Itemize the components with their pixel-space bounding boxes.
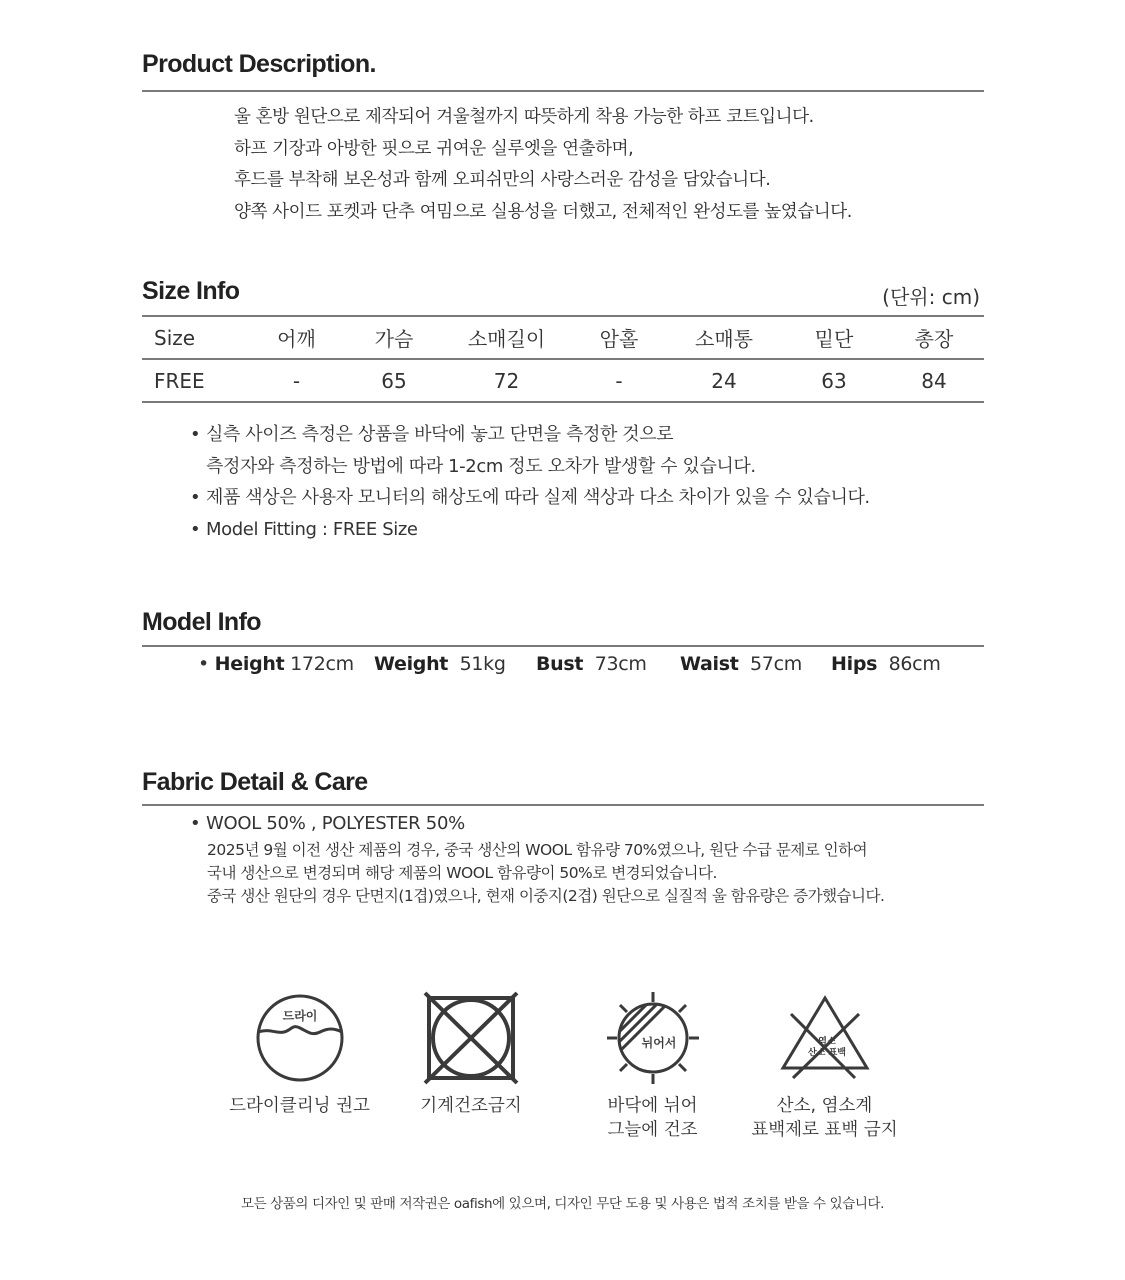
header-cell: 밑단 xyxy=(784,316,884,359)
note-text: 실측 사이즈 측정은 상품을 바닥에 놓고 단면을 측정한 것으로 xyxy=(206,424,674,445)
bullet: • xyxy=(190,487,201,508)
table-cell: FREE xyxy=(142,359,244,402)
measure-value: 73cm xyxy=(594,653,647,675)
fabric-detail-line: 2025년 9월 이전 생산 제품의 경우, 중국 생산의 WOOL 함유량 70%였으나, 원단 수급 문제로 인하여 xyxy=(207,841,868,859)
bullet: • xyxy=(198,653,209,675)
care-item-dry-flat xyxy=(575,990,730,1142)
table-cell: - xyxy=(574,359,664,402)
description-line: 울 혼방 원단으로 제작되어 겨울철까지 따뜻하게 착용 가능한 하프 코트입니다. xyxy=(234,107,814,127)
bullet: • xyxy=(190,813,201,834)
svg-text:산소 표백: 산소 표백 xyxy=(807,1048,846,1058)
measure-label: Hips xyxy=(831,653,878,675)
note-item xyxy=(190,451,870,483)
fabric-detail-line: 국내 생산으로 변경되며 해당 제품의 WOOL 함유량이 50%로 변경되었습니다. xyxy=(207,864,717,882)
table-cell: 72 xyxy=(439,359,574,402)
table-cell: 63 xyxy=(784,359,884,402)
measure-label: Bust xyxy=(536,653,584,675)
measure-value: 172cm xyxy=(290,653,354,675)
note-text: Model Fitting : FREE Size xyxy=(206,518,418,540)
divider xyxy=(142,804,984,806)
fabric-detail-line: 중국 생산 원단의 경우 단면지(1겹)였으나, 현재 이중지(2겹) 원단으로 실질적 울 함유량은 증가했습니다. xyxy=(207,887,885,905)
unit-label: (단위: cm) xyxy=(882,285,980,309)
measure-value: 57cm xyxy=(750,653,802,675)
section-title-model-info: Model Info xyxy=(142,608,261,636)
svg-text:드라이: 드라이 xyxy=(282,1009,317,1023)
model-hips xyxy=(831,653,941,675)
composition-text: WOOL 50% , POLYESTER 50% xyxy=(206,813,465,834)
table-header-row xyxy=(142,316,984,359)
header-cell: 암홀 xyxy=(574,316,664,359)
dry-flat-shade-icon xyxy=(605,990,701,1086)
table-cell: 65 xyxy=(349,359,439,402)
description-line: 하프 기장과 아방한 핏으로 귀여운 실루엣을 연출하며, xyxy=(234,138,634,159)
model-waist xyxy=(680,653,802,675)
care-label: 그늘에 건조 xyxy=(607,1120,698,1140)
bullet: • xyxy=(190,518,201,540)
header-cell: 가슴 xyxy=(349,316,439,359)
note-item xyxy=(190,514,870,546)
no-bleach-icon xyxy=(777,990,873,1086)
model-bust xyxy=(536,653,647,675)
care-label: 표백제로 표백 금지 xyxy=(751,1120,898,1140)
size-table xyxy=(142,315,984,403)
no-tumble-dry-icon xyxy=(423,990,519,1086)
header-cell: 소매길이 xyxy=(439,316,574,359)
bullet: • xyxy=(190,424,201,445)
dry-clean-icon xyxy=(252,990,348,1086)
care-label: 기계건조금지 xyxy=(420,1096,522,1116)
divider xyxy=(142,90,984,92)
table-cell: 24 xyxy=(664,359,784,402)
care-label: 산소, 염소계 xyxy=(776,1096,873,1116)
note-item xyxy=(190,419,870,451)
header-cell: Size xyxy=(142,316,244,359)
care-item-dry-clean xyxy=(222,990,377,1118)
model-height xyxy=(198,653,354,675)
note-item xyxy=(190,482,870,514)
measure-label: Waist xyxy=(680,653,739,675)
svg-text:뉘어서: 뉘어서 xyxy=(641,1036,676,1050)
divider xyxy=(142,645,984,647)
table-cell: 84 xyxy=(884,359,984,402)
description-line: 후드를 부착해 보온성과 함께 오피쉬만의 사랑스러운 감성을 담았습니다. xyxy=(234,170,771,190)
care-label: 드라이클리닝 권고 xyxy=(229,1096,370,1116)
size-notes xyxy=(190,419,870,545)
measure-label: Weight xyxy=(374,653,449,675)
header-cell: 어깨 xyxy=(244,316,349,359)
measure-label: Height xyxy=(214,653,285,675)
fabric-composition xyxy=(190,813,884,834)
care-label: 바닥에 뉘어 xyxy=(607,1096,698,1116)
measure-value: 51kg xyxy=(459,653,506,675)
fabric-details xyxy=(190,839,884,908)
svg-text:염소: 염소 xyxy=(817,1037,836,1047)
note-text: 측정자와 측정하는 방법에 따라 1-2cm 정도 오차가 발생할 수 있습니다. xyxy=(206,455,756,477)
header-cell: 총장 xyxy=(884,316,984,359)
section-title-product-description: Product Description. xyxy=(142,50,376,78)
care-item-no-tumble-dry xyxy=(396,990,546,1118)
description-line: 양쪽 사이드 포켓과 단추 여밈으로 실용성을 더했고, 전체적인 완성도를 높였습니다. xyxy=(234,201,852,222)
table-cell: - xyxy=(244,359,349,402)
section-title-fabric: Fabric Detail & Care xyxy=(142,768,368,796)
model-weight xyxy=(374,653,506,675)
fabric-info xyxy=(190,813,884,908)
table-row xyxy=(142,359,984,402)
measure-value: 86cm xyxy=(888,653,941,675)
header-cell: 소매통 xyxy=(664,316,784,359)
care-item-no-bleach xyxy=(742,990,907,1142)
product-description-text xyxy=(234,102,852,228)
copyright-notice: 모든 상품의 디자인 및 판매 저작권은 oafish에 있으며, 디자인 무단 도용 및 사용은 법적 조치를 받을 수 있습니다. xyxy=(240,1196,885,1212)
section-title-size-info: Size Info xyxy=(142,277,240,305)
note-text: 제품 색상은 사용자 모니터의 해상도에 따라 실제 색상과 다소 차이가 있을 수 있습니다. xyxy=(206,487,870,508)
